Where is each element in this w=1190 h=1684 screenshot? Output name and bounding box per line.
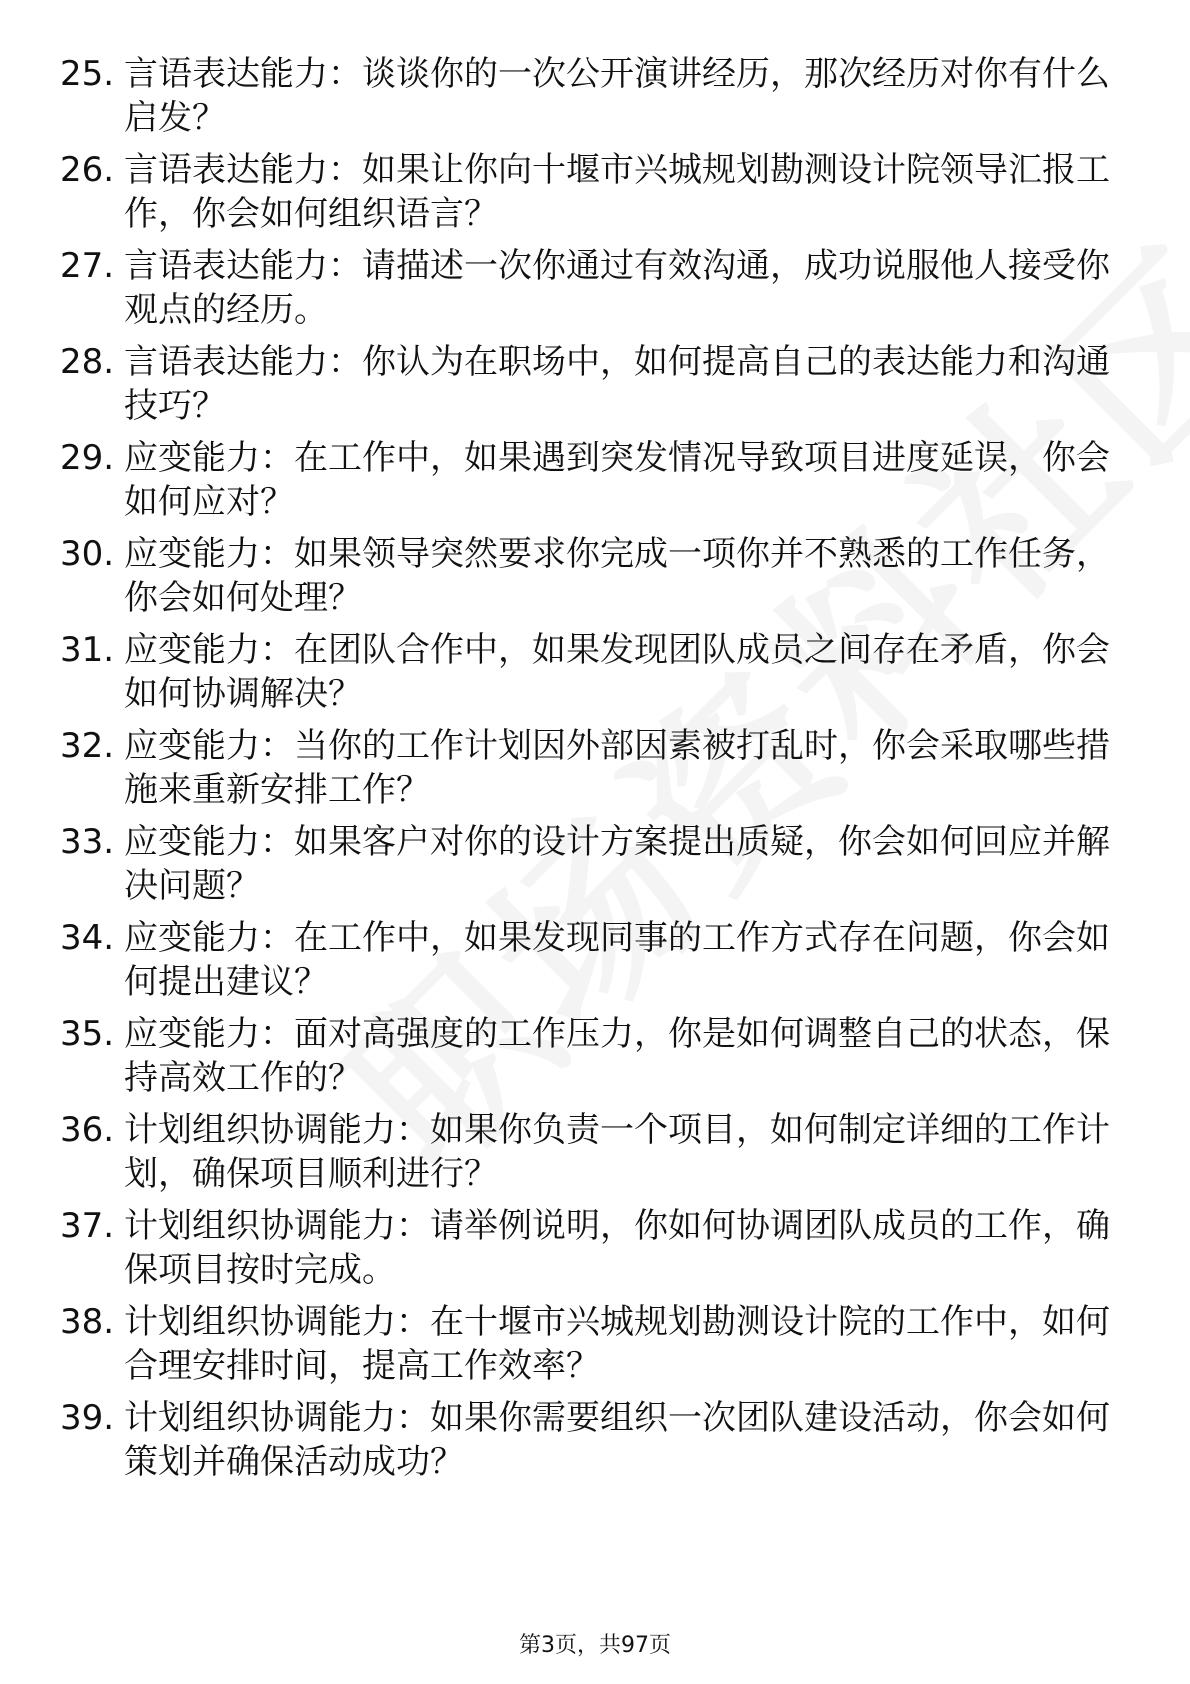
- question-item: [60, 244, 1120, 344]
- question-text: 计划组织协调能力：如果你需要组织一次团队建设活动，你会如何策划并确保活动成功？: [124, 1398, 1110, 1482]
- question-number: 30.: [60, 534, 115, 574]
- question-item: [60, 820, 1120, 920]
- question-text: 计划组织协调能力：在十堰市兴城规划勘测设计院的工作中，如何合理安排时间，提高工作效率？: [124, 1302, 1110, 1386]
- question-number: 36.: [60, 1110, 115, 1150]
- question-item: [60, 1204, 1120, 1304]
- question-item: [60, 916, 1120, 1016]
- question-text: 应变能力：如果领导突然要求你完成一项你并不熟悉的工作任务，你会如何处理？: [124, 534, 1110, 618]
- question-number: 31.: [60, 630, 115, 670]
- question-text: 言语表达能力：谈谈你的一次公开演讲经历，那次经历对你有什么启发？: [124, 54, 1110, 138]
- question-number: 38.: [60, 1302, 115, 1342]
- question-text: 应变能力：在工作中，如果遇到突发情况导致项目进度延误，你会如何应对？: [124, 438, 1110, 522]
- question-number: 28.: [60, 342, 115, 382]
- question-item: [60, 340, 1120, 440]
- question-item: [60, 724, 1120, 824]
- question-item: [60, 148, 1120, 248]
- question-item: [60, 628, 1120, 728]
- question-text: 应变能力：如果客户对你的设计方案提出质疑，你会如何回应并解决问题？: [124, 822, 1110, 906]
- question-item: [60, 1396, 1120, 1496]
- question-number: 29.: [60, 438, 115, 478]
- question-number: 37.: [60, 1206, 115, 1246]
- question-item: [60, 52, 1120, 152]
- question-item: [60, 1300, 1120, 1400]
- question-number: 26.: [60, 150, 115, 190]
- question-item: [60, 1108, 1120, 1208]
- question-text: 言语表达能力：你认为在职场中，如何提高自己的表达能力和沟通技巧？: [124, 342, 1110, 426]
- question-number: 33.: [60, 822, 115, 862]
- question-number: 32.: [60, 726, 115, 766]
- question-text: 应变能力：在团队合作中，如果发现团队成员之间存在矛盾，你会如何协调解决？: [124, 630, 1110, 714]
- question-text: 计划组织协调能力：如果你负责一个项目，如何制定详细的工作计划，确保项目顺利进行？: [124, 1110, 1110, 1194]
- question-number: 35.: [60, 1014, 115, 1054]
- question-item: [60, 1012, 1120, 1112]
- question-number: 27.: [60, 246, 115, 286]
- question-text: 计划组织协调能力：请举例说明，你如何协调团队成员的工作，确保项目按时完成。: [124, 1206, 1110, 1290]
- question-item: [60, 532, 1120, 632]
- question-text: 应变能力：当你的工作计划因外部因素被打乱时，你会采取哪些措施来重新安排工作？: [124, 726, 1110, 810]
- question-number: 34.: [60, 918, 115, 958]
- question-item: [60, 436, 1120, 536]
- page-footer: 第3页，共97页: [519, 1633, 671, 1658]
- question-text: 应变能力：在工作中，如果发现同事的工作方式存在问题，你会如何提出建议？: [124, 918, 1110, 1002]
- question-text: 言语表达能力：请描述一次你通过有效沟通，成功说服他人接受你观点的经历。: [124, 246, 1110, 330]
- question-number: 39.: [60, 1398, 115, 1438]
- question-text: 言语表达能力：如果让你向十堰市兴城规划勘测设计院领导汇报工作，你会如何组织语言？: [124, 150, 1110, 234]
- question-number: 25.: [60, 54, 115, 94]
- question-text: 应变能力：面对高强度的工作压力，你是如何调整自己的状态，保持高效工作的？: [124, 1014, 1110, 1098]
